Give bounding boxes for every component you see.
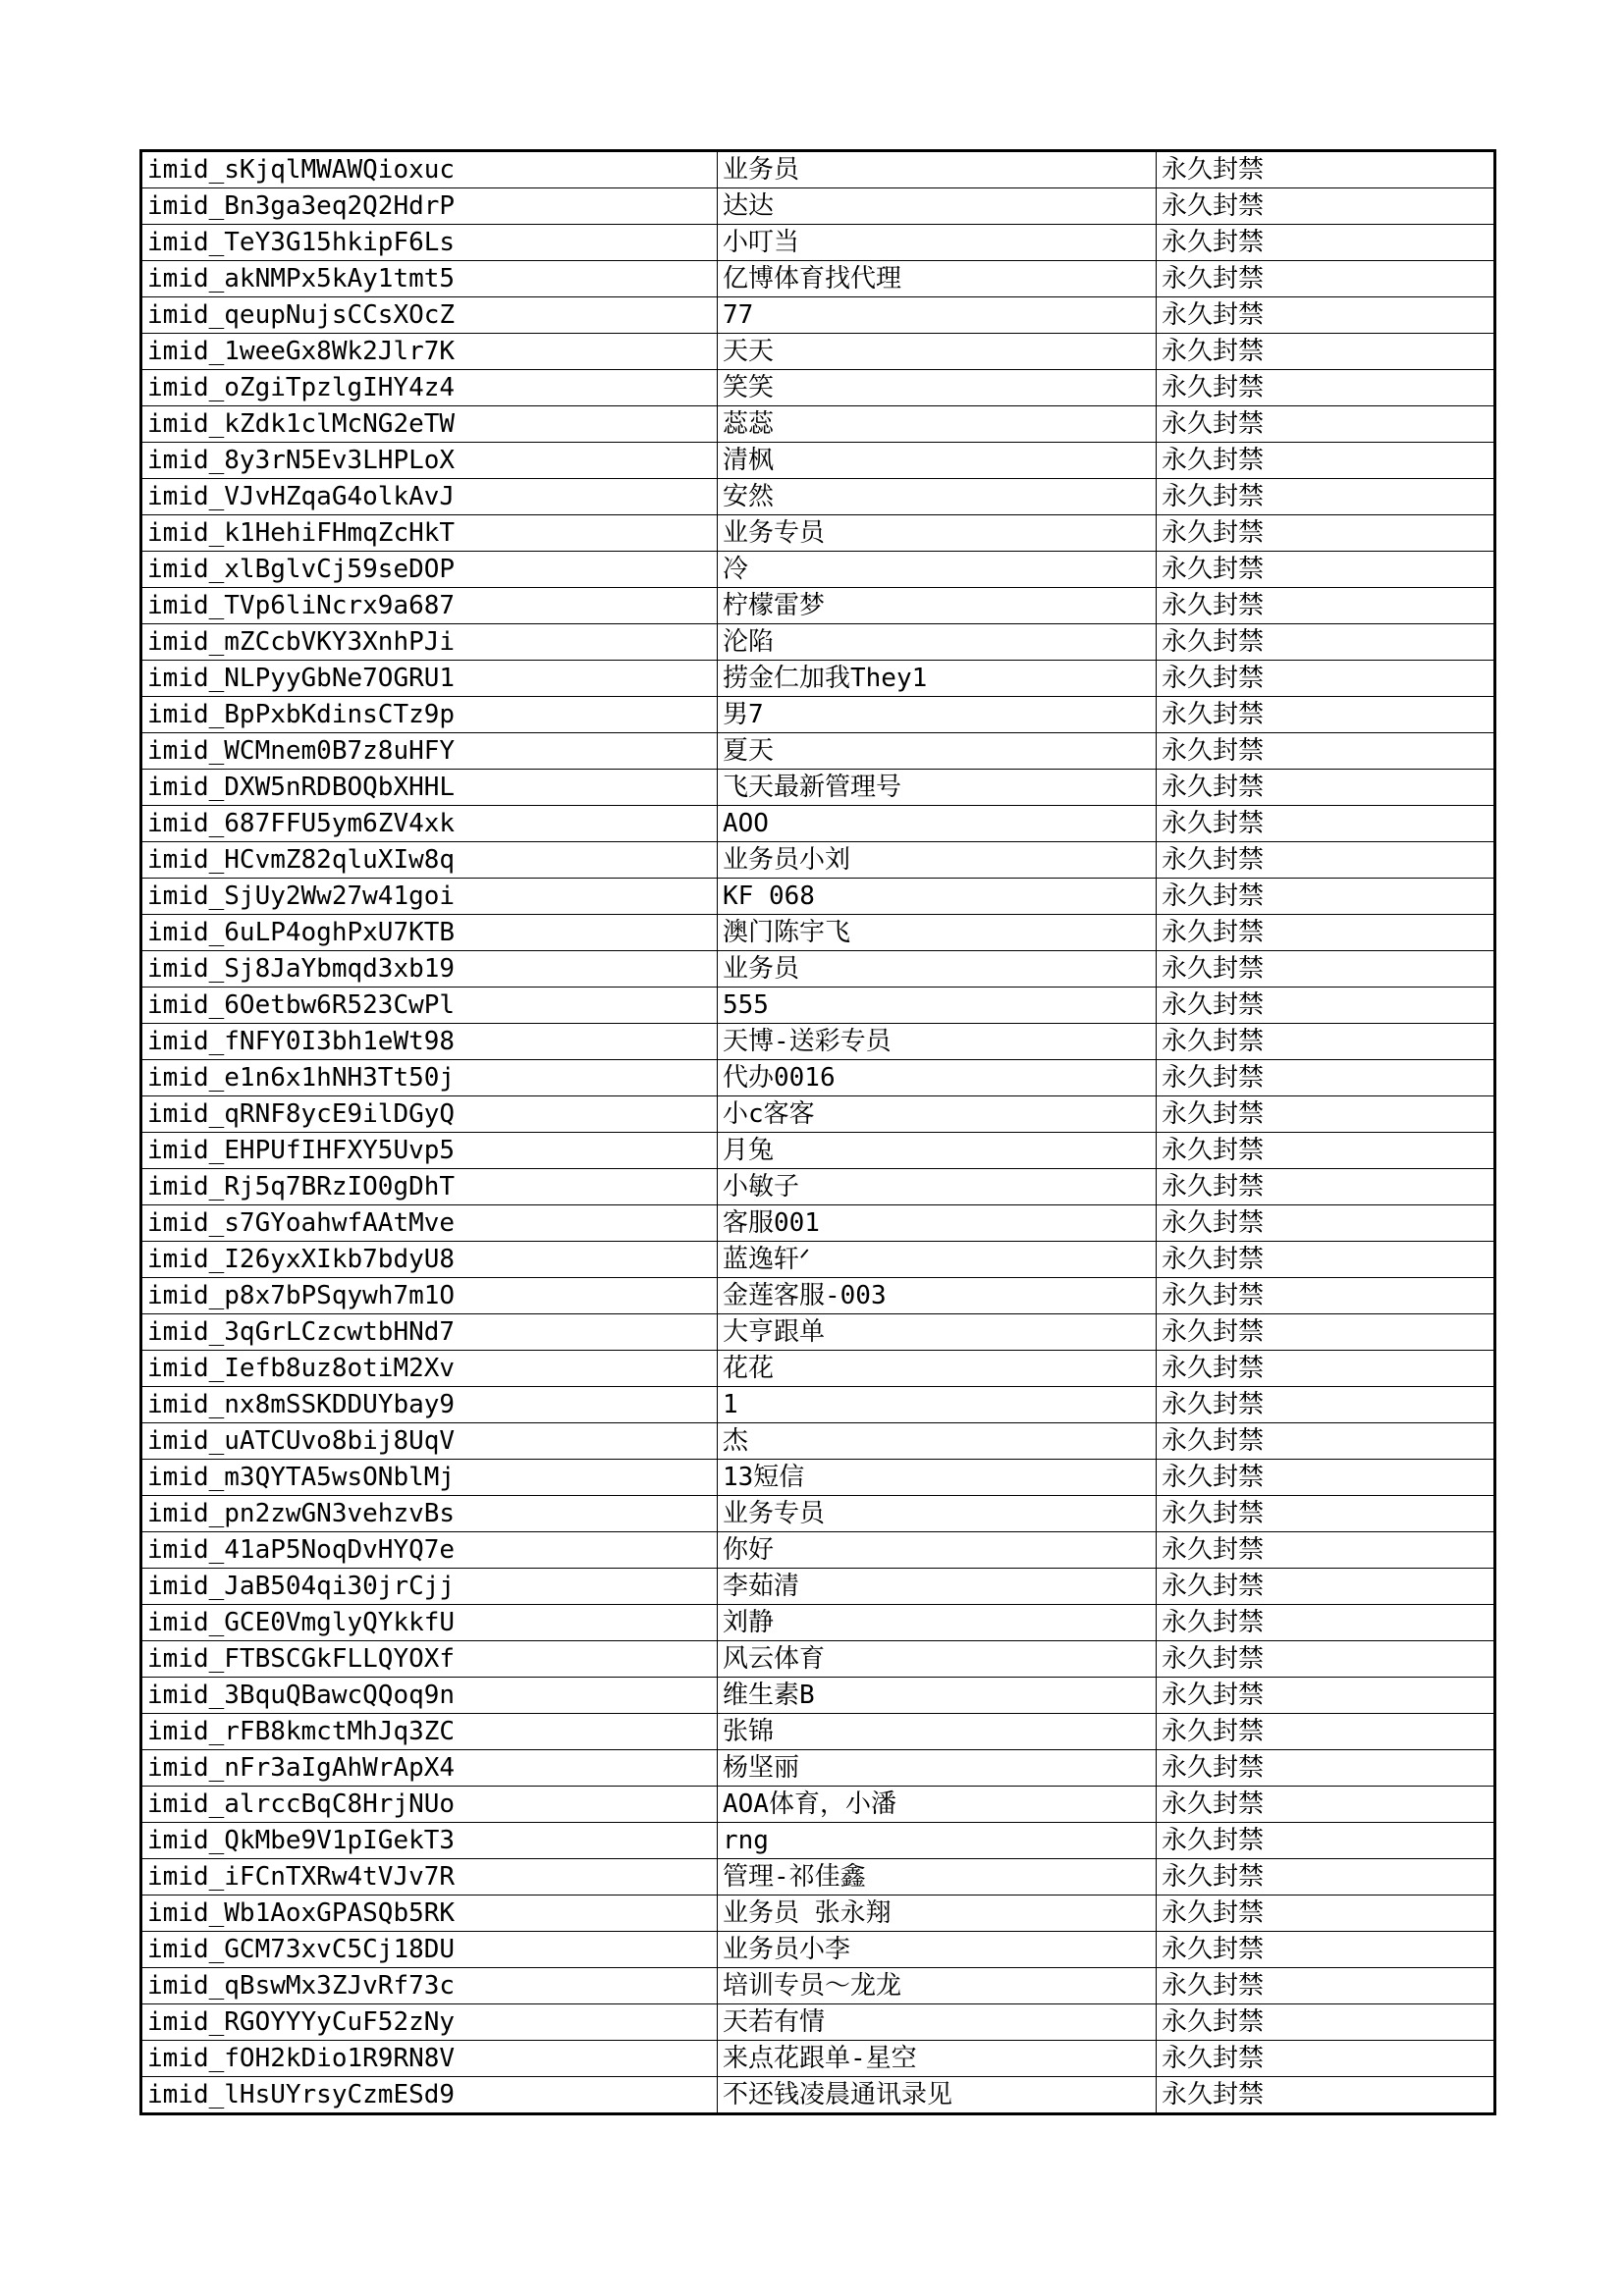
account-id-cell: imid_nx8mSSKDDUYbay9 xyxy=(141,1387,718,1423)
table-row xyxy=(141,225,1495,261)
table-row xyxy=(141,842,1495,879)
table-row xyxy=(141,1387,1495,1423)
ban-status-cell: 永久封禁 xyxy=(1157,1024,1495,1060)
ban-status-cell: 永久封禁 xyxy=(1157,1096,1495,1133)
account-id-cell: imid_I26yxXIkb7bdyU8 xyxy=(141,1242,718,1278)
table-row xyxy=(141,188,1495,225)
account-id-cell: imid_iFCnTXRw4tVJv7R xyxy=(141,1859,718,1896)
account-id-cell: imid_akNMPx5kAy1tmt5 xyxy=(141,261,718,297)
nickname-cell: 冷 xyxy=(718,552,1157,588)
nickname-cell: 花花 xyxy=(718,1351,1157,1387)
nickname-cell: rng xyxy=(718,1823,1157,1859)
ban-status-cell: 永久封禁 xyxy=(1157,770,1495,806)
nickname-cell: 13短信 xyxy=(718,1460,1157,1496)
ban-status-cell: 永久封禁 xyxy=(1157,188,1495,225)
account-id-cell: imid_rFB8kmctMhJq3ZC xyxy=(141,1714,718,1750)
account-id-cell: imid_Rj5q7BRzIO0gDhT xyxy=(141,1169,718,1205)
table-row xyxy=(141,1859,1495,1896)
account-id-cell: imid_nFr3aIgAhWrApX4 xyxy=(141,1750,718,1787)
ban-status-cell: 永久封禁 xyxy=(1157,1205,1495,1242)
ban-status-cell: 永久封禁 xyxy=(1157,661,1495,697)
table-row xyxy=(141,1787,1495,1823)
account-id-cell: imid_6uLP4oghPxU7KTB xyxy=(141,915,718,951)
account-id-cell: imid_kZdk1clMcNG2eTW xyxy=(141,406,718,443)
ban-status-cell: 永久封禁 xyxy=(1157,1532,1495,1569)
table-row xyxy=(141,370,1495,406)
table-row xyxy=(141,1024,1495,1060)
ban-status-cell: 永久封禁 xyxy=(1157,879,1495,915)
account-id-cell: imid_HCvmZ82qluXIw8q xyxy=(141,842,718,879)
ban-status-cell: 永久封禁 xyxy=(1157,479,1495,515)
table-row xyxy=(141,297,1495,334)
table-row xyxy=(141,1205,1495,1242)
table-row xyxy=(141,1569,1495,1605)
account-id-cell: imid_DXW5nRDBOQbXHHL xyxy=(141,770,718,806)
account-id-cell: imid_BpPxbKdinsCTz9p xyxy=(141,697,718,733)
nickname-cell: 客服001 xyxy=(718,1205,1157,1242)
account-id-cell: imid_oZgiTpzlgIHY4z4 xyxy=(141,370,718,406)
ban-status-cell: 永久封禁 xyxy=(1157,1823,1495,1859)
account-id-cell: imid_Bn3ga3eq2Q2HdrP xyxy=(141,188,718,225)
nickname-cell: 业务员小刘 xyxy=(718,842,1157,879)
account-id-cell: imid_687FFU5ym6ZV4xk xyxy=(141,806,718,842)
account-id-cell: imid_RGOYYYyCuF52zNy xyxy=(141,2004,718,2041)
table-row xyxy=(141,624,1495,661)
account-id-cell: imid_fOH2kDio1R9RN8V xyxy=(141,2041,718,2077)
account-id-cell: imid_Sj8JaYbmqd3xb19 xyxy=(141,951,718,988)
ban-status-cell: 永久封禁 xyxy=(1157,515,1495,552)
account-id-cell: imid_xlBglvCj59seDOP xyxy=(141,552,718,588)
table-body xyxy=(141,151,1495,2114)
nickname-cell: 小敏子 xyxy=(718,1169,1157,1205)
account-id-cell: imid_lHsUYrsyCzmESd9 xyxy=(141,2077,718,2114)
ban-status-cell: 永久封禁 xyxy=(1157,1714,1495,1750)
ban-status-cell: 永久封禁 xyxy=(1157,370,1495,406)
nickname-cell: AOO xyxy=(718,806,1157,842)
table-row xyxy=(141,1750,1495,1787)
table-row xyxy=(141,1423,1495,1460)
table-row xyxy=(141,2077,1495,2114)
nickname-cell: 天天 xyxy=(718,334,1157,370)
nickname-cell: 金莲客服-003 xyxy=(718,1278,1157,1314)
table-row xyxy=(141,951,1495,988)
table-row xyxy=(141,1314,1495,1351)
ban-status-cell: 永久封禁 xyxy=(1157,151,1495,188)
ban-status-cell: 永久封禁 xyxy=(1157,733,1495,770)
nickname-cell: 代办0016 xyxy=(718,1060,1157,1096)
ban-status-cell: 永久封禁 xyxy=(1157,443,1495,479)
ban-status-cell: 永久封禁 xyxy=(1157,1169,1495,1205)
nickname-cell: 业务员 张永翔 xyxy=(718,1896,1157,1932)
nickname-cell: 亿博体育找代理 xyxy=(718,261,1157,297)
nickname-cell: 77 xyxy=(718,297,1157,334)
table-row xyxy=(141,1278,1495,1314)
nickname-cell: 月兔 xyxy=(718,1133,1157,1169)
table-row xyxy=(141,879,1495,915)
ban-status-cell: 永久封禁 xyxy=(1157,1496,1495,1532)
table-row xyxy=(141,1714,1495,1750)
ban-status-cell: 永久封禁 xyxy=(1157,406,1495,443)
account-id-cell: imid_pn2zwGN3vehzvBs xyxy=(141,1496,718,1532)
ban-status-cell: 永久封禁 xyxy=(1157,697,1495,733)
table-row xyxy=(141,151,1495,188)
nickname-cell: 张锦 xyxy=(718,1714,1157,1750)
account-id-cell: imid_k1HehiFHmqZcHkT xyxy=(141,515,718,552)
ban-status-cell: 永久封禁 xyxy=(1157,1278,1495,1314)
nickname-cell: 沦陷 xyxy=(718,624,1157,661)
ban-status-cell: 永久封禁 xyxy=(1157,297,1495,334)
table-row xyxy=(141,1641,1495,1678)
account-id-cell: imid_qRNF8ycE9ilDGyQ xyxy=(141,1096,718,1133)
table-row xyxy=(141,1460,1495,1496)
table-row xyxy=(141,770,1495,806)
account-id-cell: imid_TeY3G15hkipF6Ls xyxy=(141,225,718,261)
table-row xyxy=(141,1060,1495,1096)
nickname-cell: 蕊蕊 xyxy=(718,406,1157,443)
account-id-cell: imid_EHPUfIHFXY5Uvp5 xyxy=(141,1133,718,1169)
ban-status-cell: 永久封禁 xyxy=(1157,2077,1495,2114)
nickname-cell: 男7 xyxy=(718,697,1157,733)
nickname-cell: 来点花跟单-星空 xyxy=(718,2041,1157,2077)
table-row xyxy=(141,1532,1495,1569)
table-row xyxy=(141,806,1495,842)
account-id-cell: imid_JaB504qi30jrCjj xyxy=(141,1569,718,1605)
nickname-cell: 杨坚丽 xyxy=(718,1750,1157,1787)
table-row xyxy=(141,406,1495,443)
table-row xyxy=(141,588,1495,624)
nickname-cell: 李茹清 xyxy=(718,1569,1157,1605)
table-row xyxy=(141,1169,1495,1205)
nickname-cell: 天若有情 xyxy=(718,2004,1157,2041)
nickname-cell: 管理-祁佳鑫 xyxy=(718,1859,1157,1896)
table-row xyxy=(141,1678,1495,1714)
account-id-cell: imid_GCE0VmglyQYkkfU xyxy=(141,1605,718,1641)
table-row xyxy=(141,661,1495,697)
ban-status-cell: 永久封禁 xyxy=(1157,1968,1495,2004)
account-id-cell: imid_fNFY0I3bh1eWt98 xyxy=(141,1024,718,1060)
nickname-cell: 安然 xyxy=(718,479,1157,515)
table-row xyxy=(141,261,1495,297)
table-row xyxy=(141,479,1495,515)
nickname-cell: KF 068 xyxy=(718,879,1157,915)
account-id-cell: imid_FTBSCGkFLLQYOXf xyxy=(141,1641,718,1678)
nickname-cell: 业务专员 xyxy=(718,1496,1157,1532)
nickname-cell: 飞天最新管理号 xyxy=(718,770,1157,806)
ban-status-cell: 永久封禁 xyxy=(1157,1133,1495,1169)
ban-status-cell: 永久封禁 xyxy=(1157,552,1495,588)
nickname-cell: 小叮当 xyxy=(718,225,1157,261)
table-row xyxy=(141,1133,1495,1169)
account-id-cell: imid_sKjqlMWAWQioxuc xyxy=(141,151,718,188)
account-id-cell: imid_GCM73xvC5Cj18DU xyxy=(141,1932,718,1968)
account-id-cell: imid_SjUy2Ww27w41goi xyxy=(141,879,718,915)
ban-status-cell: 永久封禁 xyxy=(1157,1387,1495,1423)
nickname-cell: 笑笑 xyxy=(718,370,1157,406)
account-id-cell: imid_e1n6x1hNH3Tt50j xyxy=(141,1060,718,1096)
table-row xyxy=(141,1496,1495,1532)
table-row xyxy=(141,988,1495,1024)
table-row xyxy=(141,697,1495,733)
account-id-cell: imid_Wb1AoxGPASQb5RK xyxy=(141,1896,718,1932)
ban-status-cell: 永久封禁 xyxy=(1157,988,1495,1024)
nickname-cell: 不还钱凌晨通讯录见 xyxy=(718,2077,1157,2114)
account-id-cell: imid_uATCUvo8bij8UqV xyxy=(141,1423,718,1460)
ban-status-cell: 永久封禁 xyxy=(1157,1787,1495,1823)
table-row xyxy=(141,552,1495,588)
nickname-cell: 澳门陈宇飞 xyxy=(718,915,1157,951)
ban-list-table xyxy=(139,149,1496,2115)
table-row xyxy=(141,515,1495,552)
ban-status-cell: 永久封禁 xyxy=(1157,624,1495,661)
table-row xyxy=(141,1932,1495,1968)
ban-status-cell: 永久封禁 xyxy=(1157,1678,1495,1714)
ban-status-cell: 永久封禁 xyxy=(1157,1314,1495,1351)
ban-status-cell: 永久封禁 xyxy=(1157,1460,1495,1496)
table-row xyxy=(141,1242,1495,1278)
ban-status-cell: 永久封禁 xyxy=(1157,1569,1495,1605)
ban-status-cell: 永久封禁 xyxy=(1157,1641,1495,1678)
nickname-cell: 夏天 xyxy=(718,733,1157,770)
nickname-cell: 培训专员～龙龙 xyxy=(718,1968,1157,2004)
nickname-cell: 小c客客 xyxy=(718,1096,1157,1133)
nickname-cell: 你好 xyxy=(718,1532,1157,1569)
ban-status-cell: 永久封禁 xyxy=(1157,1896,1495,1932)
nickname-cell: 天博-送彩专员 xyxy=(718,1024,1157,1060)
nickname-cell: 1 xyxy=(718,1387,1157,1423)
table-row xyxy=(141,733,1495,770)
account-id-cell: imid_8y3rN5Ev3LHPLoX xyxy=(141,443,718,479)
table-row xyxy=(141,443,1495,479)
ban-status-cell: 永久封禁 xyxy=(1157,2041,1495,2077)
table-row xyxy=(141,1096,1495,1133)
account-id-cell: imid_3BquQBawcQQoq9n xyxy=(141,1678,718,1714)
table-row xyxy=(141,1605,1495,1641)
account-id-cell: imid_m3QYTA5wsONblMj xyxy=(141,1460,718,1496)
nickname-cell: 大亨跟单 xyxy=(718,1314,1157,1351)
nickname-cell: 业务员 xyxy=(718,151,1157,188)
account-id-cell: imid_Iefb8uz8otiM2Xv xyxy=(141,1351,718,1387)
account-id-cell: imid_41aP5NoqDvHYQ7e xyxy=(141,1532,718,1569)
ban-status-cell: 永久封禁 xyxy=(1157,1242,1495,1278)
account-id-cell: imid_6Oetbw6R523CwPl xyxy=(141,988,718,1024)
ban-status-cell: 永久封禁 xyxy=(1157,334,1495,370)
nickname-cell: 捞金仁加我They1 xyxy=(718,661,1157,697)
ban-status-cell: 永久封禁 xyxy=(1157,2004,1495,2041)
account-id-cell: imid_WCMnem0B7z8uHFY xyxy=(141,733,718,770)
nickname-cell: 刘静 xyxy=(718,1605,1157,1641)
table-row xyxy=(141,334,1495,370)
table-row xyxy=(141,915,1495,951)
account-id-cell: imid_VJvHZqaG4olkAvJ xyxy=(141,479,718,515)
table-row xyxy=(141,2041,1495,2077)
ban-status-cell: 永久封禁 xyxy=(1157,1932,1495,1968)
ban-status-cell: 永久封禁 xyxy=(1157,1423,1495,1460)
account-id-cell: imid_mZCcbVKY3XnhPJi xyxy=(141,624,718,661)
table-row xyxy=(141,1351,1495,1387)
nickname-cell: 蓝逸轩ᐟ xyxy=(718,1242,1157,1278)
nickname-cell: 业务专员 xyxy=(718,515,1157,552)
ban-status-cell: 永久封禁 xyxy=(1157,1750,1495,1787)
ban-status-cell: 永久封禁 xyxy=(1157,588,1495,624)
ban-status-cell: 永久封禁 xyxy=(1157,1859,1495,1896)
nickname-cell: 达达 xyxy=(718,188,1157,225)
nickname-cell: 风云体育 xyxy=(718,1641,1157,1678)
ban-status-cell: 永久封禁 xyxy=(1157,806,1495,842)
account-id-cell: imid_p8x7bPSqywh7m1O xyxy=(141,1278,718,1314)
nickname-cell: 维生素B xyxy=(718,1678,1157,1714)
ban-status-cell: 永久封禁 xyxy=(1157,1605,1495,1641)
ban-status-cell: 永久封禁 xyxy=(1157,915,1495,951)
nickname-cell: AOA体育，小潘 xyxy=(718,1787,1157,1823)
table-row xyxy=(141,1823,1495,1859)
table-row xyxy=(141,1968,1495,2004)
account-id-cell: imid_qeupNujsCCsXOcZ xyxy=(141,297,718,334)
nickname-cell: 业务员小李 xyxy=(718,1932,1157,1968)
ban-status-cell: 永久封禁 xyxy=(1157,1351,1495,1387)
account-id-cell: imid_NLPyyGbNe7OGRU1 xyxy=(141,661,718,697)
nickname-cell: 杰 xyxy=(718,1423,1157,1460)
account-id-cell: imid_QkMbe9V1pIGekT3 xyxy=(141,1823,718,1859)
ban-status-cell: 永久封禁 xyxy=(1157,225,1495,261)
nickname-cell: 555 xyxy=(718,988,1157,1024)
table-row xyxy=(141,2004,1495,2041)
nickname-cell: 清枫 xyxy=(718,443,1157,479)
account-id-cell: imid_s7GYoahwfAAtMve xyxy=(141,1205,718,1242)
nickname-cell: 柠檬雷梦 xyxy=(718,588,1157,624)
ban-status-cell: 永久封禁 xyxy=(1157,842,1495,879)
account-id-cell: imid_alrccBqC8HrjNUo xyxy=(141,1787,718,1823)
ban-status-cell: 永久封禁 xyxy=(1157,1060,1495,1096)
account-id-cell: imid_1weeGx8Wk2Jlr7K xyxy=(141,334,718,370)
account-id-cell: imid_TVp6liNcrx9a687 xyxy=(141,588,718,624)
ban-status-cell: 永久封禁 xyxy=(1157,951,1495,988)
account-id-cell: imid_3qGrLCzcwtbHNd7 xyxy=(141,1314,718,1351)
nickname-cell: 业务员 xyxy=(718,951,1157,988)
table-row xyxy=(141,1896,1495,1932)
account-id-cell: imid_qBswMx3ZJvRf73c xyxy=(141,1968,718,2004)
ban-status-cell: 永久封禁 xyxy=(1157,261,1495,297)
